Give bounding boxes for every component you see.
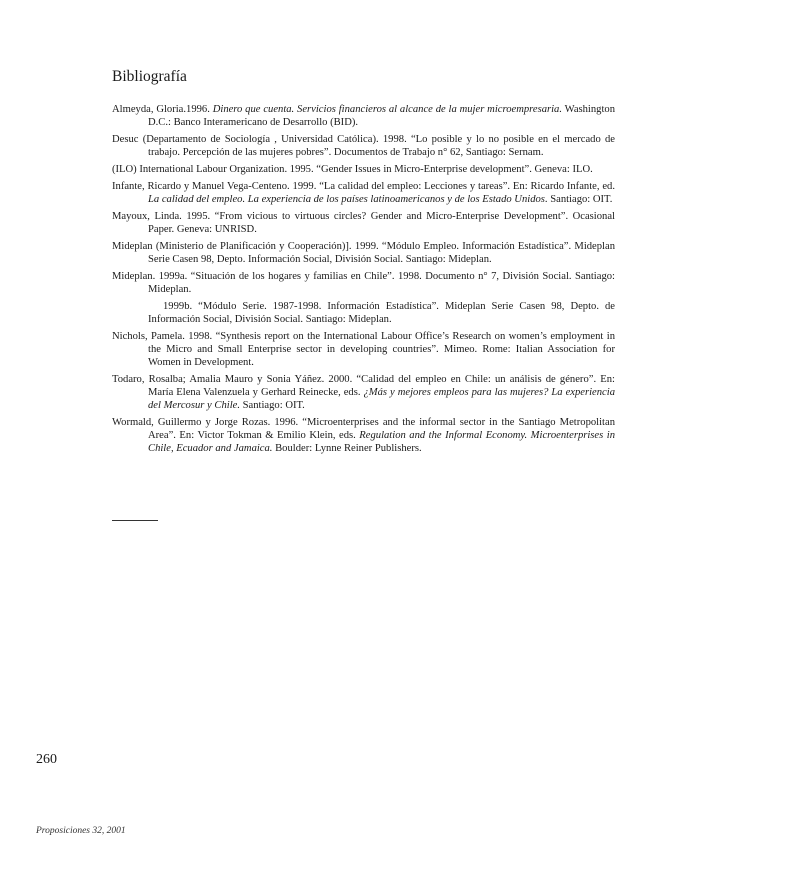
entry-text: Todaro, Rosalba; Amalia Mauro y Sonia Yáñez. 2000. “Calidad del empleo en Chile: un análisis de género”. En: María Elena Valenzuela y Gerhard Reinecke, eds. [112,374,615,398]
entry-text: Santiago: OIT. [240,400,305,411]
bibliography-entry [112,133,615,159]
entry-text: . Santiago: OIT. [544,194,613,205]
entry-text: Desuc (Departamento de Sociología , Universidad Católica). 1998. “Lo posible y lo no posible en el mercado de trabajo. Percepción de las mujeres pobres”. Documentos de Trabajo n° 62, Santiago: Sernam. [112,134,615,158]
journal-footer: Proposiciones 32, 2001 [36,826,126,836]
bibliography-heading: Bibliografía [112,68,187,85]
bibliography-entry [112,270,615,296]
bibliography-entry [112,330,615,369]
bibliography-entry [112,103,615,129]
entry-text: Nichols, Pamela. 1998. “Synthesis report on the International Labour Office’s Research on women’s employment in the Micro and Small Enterprise sector in developing countries”. Mimeo. Rome: Italian Association for Women in Development. [112,331,615,368]
entry-text: Wormald, Guillermo y Jorge Rozas. 1996. “Microenterprises and the informal sector in the Santiago Metropolitan Area”. En: Victor Tokman & Emilio Klein, eds. [112,417,615,441]
entry-text: 1999b. “Módulo Serie. 1987-1998. Información Estadística”. Mideplan Serie Casen 98, Depto. de Información Social, División Social. Santiago: Mideplan. [148,301,615,325]
page-number: 260 [36,752,57,767]
bibliography-entry [112,240,615,266]
entry-title-italic: La calidad del empleo. La experiencia de los países latinoamericanos y de los Estado Unidos [148,194,545,205]
entry-text: Mideplan (Ministerio de Planificación y Cooperación)]. 1999. “Módulo Empleo. Información Estadística”. Mideplan Serie Casen 98, Depto. Información Social, División Social. Santiago: Mideplan. [112,241,615,265]
bibliography-entry [112,210,615,236]
bibliography-entry [112,163,615,176]
entry-text: (ILO) International Labour Organization. 1995. “Gender Issues in Micro-Enterprise development”. Geneva: ILO. [112,164,593,175]
bibliography-entry [112,416,615,455]
entry-title-italic: ¿Más y mejores empleos para las mujeres? La experiencia del Mercosur y Chile. [148,387,615,411]
entry-title-italic: Dinero que cuenta. Servicios financieros al alcance de la mujer microempresaria. [212,104,563,115]
entry-text: Almeyda, Gloria.1996. [112,104,213,115]
entry-text: Mayoux, Linda. 1995. “From vicious to virtuous circles? Gender and Micro-Enterprise Development”. Ocasional Paper. Geneva: UNRISD. [112,211,615,235]
entry-text: Infante, Ricardo y Manuel Vega-Centeno. 1999. “La calidad del empleo: Lecciones y tareas”. En: Ricardo Infante, ed. [112,181,615,192]
bibliography-entry [112,180,615,206]
entry-title-italic: Regulation and the Informal Economy. Microenterprises in Chile, Ecuador and Jamaica. [148,430,615,454]
bibliography-entry [112,373,615,412]
bibliography-list [112,103,615,459]
entry-text: Mideplan. 1999a. “Situación de los hogares y familias en Chile”. 1998. Documento n° 7, División Social. Santiago: Mideplan. [112,271,615,295]
entry-text: Washington D.C.: Banco Interamericano de Desarrollo (BID). [148,104,616,128]
end-rule [112,520,158,521]
bibliography-entry [112,300,615,326]
entry-text: Boulder: Lynne Reiner Publishers. [272,443,422,454]
